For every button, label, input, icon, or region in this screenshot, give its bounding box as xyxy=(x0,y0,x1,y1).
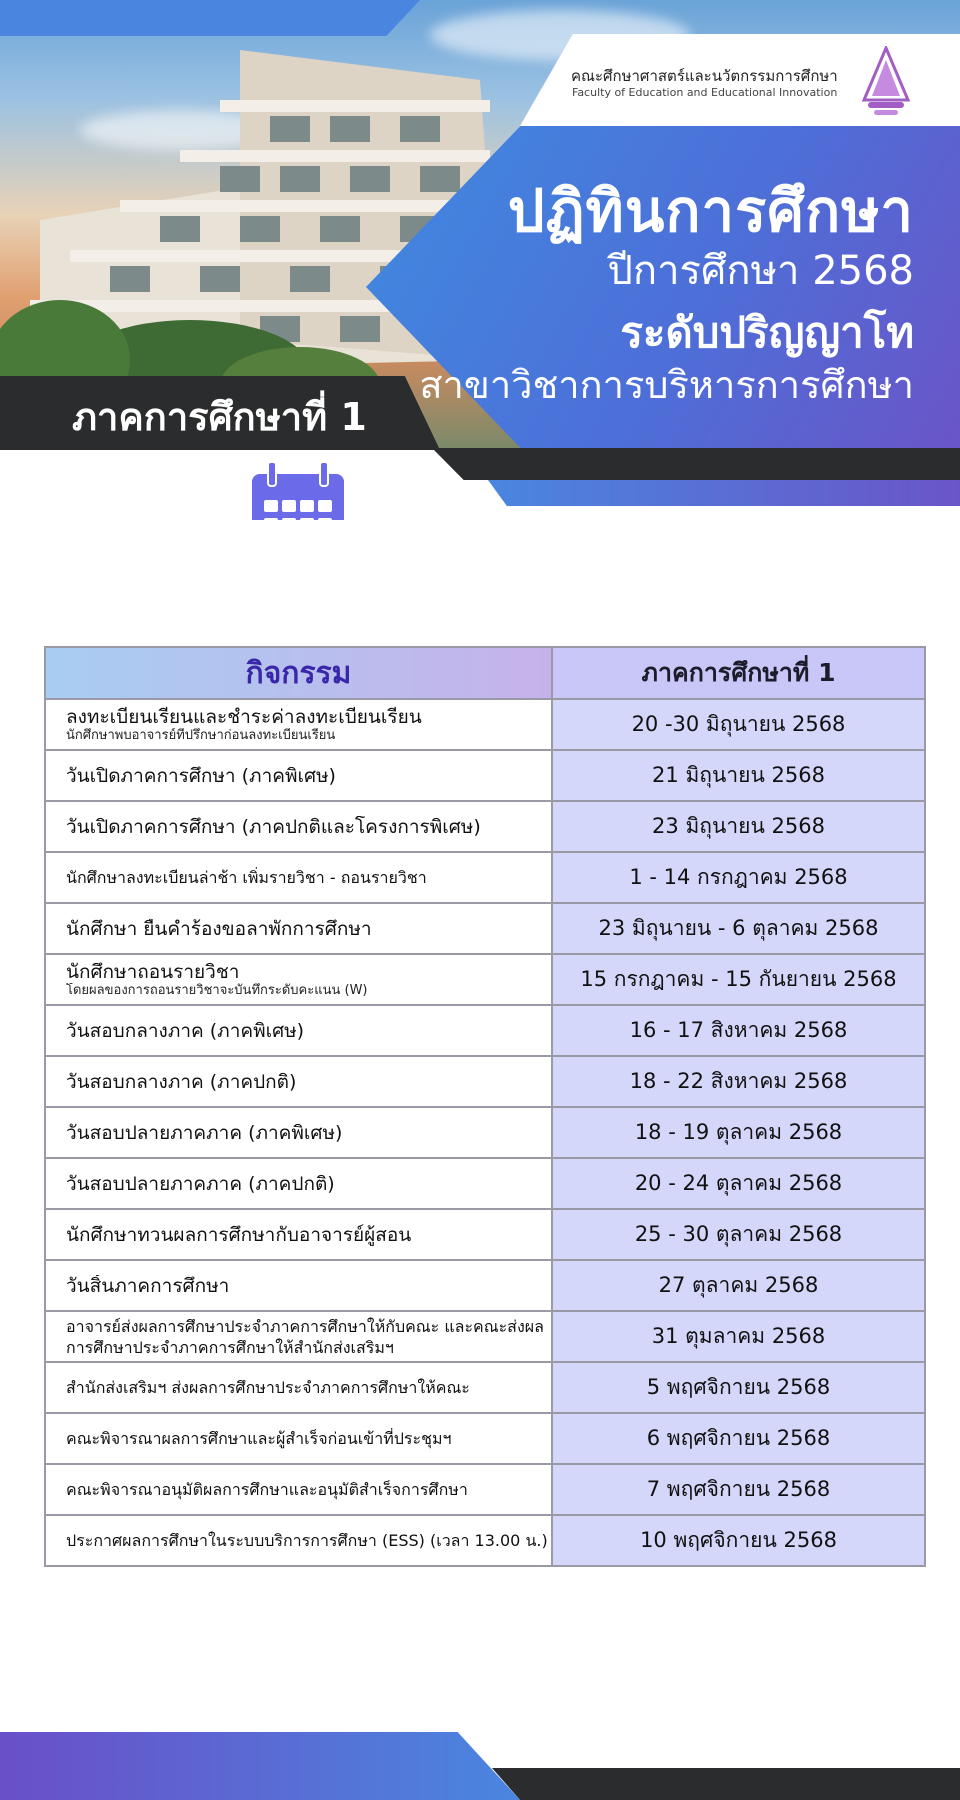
activity-cell xyxy=(45,852,552,903)
table-row xyxy=(45,1005,925,1056)
activity-text: คณะพิจารณาอนุมัติผลการศึกษาและอนุมัติสำเร็จการศึกษา xyxy=(66,1480,468,1499)
date-cell: 1 - 14 กรกฎาคม 2568 xyxy=(552,852,925,903)
activity-cell xyxy=(45,1107,552,1158)
activity-cell xyxy=(45,1464,552,1515)
activity-cell xyxy=(45,1515,552,1566)
faculty-logo-icon xyxy=(858,46,914,118)
date-cell: 27 ตุลาคม 2568 xyxy=(552,1260,925,1311)
table-row xyxy=(45,750,925,801)
table-row xyxy=(45,801,925,852)
table-row xyxy=(45,1362,925,1413)
table-row xyxy=(45,1158,925,1209)
activity-text: วันสอบกลางภาค (ภาคปกติ) xyxy=(66,1070,297,1093)
activity-text: อาจารย์ส่งผลการศึกษาประจำภาคการศึกษาให้กับคณะ และคณะส่งผล xyxy=(66,1316,544,1336)
activity-note: โดยผลของการถอนรายวิชาจะบันทึกระดับคะแนน (W) xyxy=(66,983,368,998)
major-name: สาขาวิชาการบริหารการศึกษา xyxy=(419,363,914,407)
activity-text: วันเปิดภาคการศึกษา (ภาคปกติและโครงการพิเศษ) xyxy=(66,815,481,838)
activity-text: วันสิ้นภาคการศึกษา xyxy=(66,1274,230,1297)
table-row xyxy=(45,1056,925,1107)
activity-text: ลงทะเบียนเรียนและชำระค่าลงทะเบียนเรียน xyxy=(66,706,422,728)
table-row xyxy=(45,1413,925,1464)
semester-column-header: ภาคการศึกษาที่ 1 xyxy=(552,647,925,699)
date-cell: 20 - 24 ตุลาคม 2568 xyxy=(552,1158,925,1209)
activity-cell xyxy=(45,699,552,750)
calendar-icon xyxy=(250,462,346,520)
activity-text: นักศึกษา ยื่นคำร้องขอลาพักการศึกษา xyxy=(66,917,372,940)
date-cell: 16 - 17 สิงหาคม 2568 xyxy=(552,1005,925,1056)
date-cell: 23 มิถุนายน 2568 xyxy=(552,801,925,852)
table-body xyxy=(45,699,925,1566)
activity-text: วันสอบกลางภาค (ภาคพิเศษ) xyxy=(66,1019,305,1042)
activity-note: นักศึกษาพบอาจารย์ที่ปรึกษาก่อนลงทะเบียนเรียน xyxy=(66,728,336,743)
table-row xyxy=(45,903,925,954)
table-row xyxy=(45,699,925,750)
date-cell: 23 มิถุนายน - 6 ตุลาคม 2568 xyxy=(552,903,925,954)
activity-cell xyxy=(45,801,552,852)
activity-cell xyxy=(45,1056,552,1107)
date-cell: 21 มิถุนายน 2568 xyxy=(552,750,925,801)
table-row xyxy=(45,1515,925,1566)
dark-band xyxy=(432,448,960,480)
table-row xyxy=(45,1209,925,1260)
faculty-name-en: Faculty of Education and Educational Innovation xyxy=(572,86,838,99)
date-cell: 20 -30 มิถุนายน 2568 xyxy=(552,699,925,750)
activity-cell xyxy=(45,750,552,801)
table-row xyxy=(45,1311,925,1362)
date-cell: 7 พฤศจิกายน 2568 xyxy=(552,1464,925,1515)
activity-cell xyxy=(45,954,552,1005)
activity-cell xyxy=(45,1260,552,1311)
activity-text: วันสอบปลายภาคภาค (ภาคพิเศษ) xyxy=(66,1121,343,1144)
activity-cell xyxy=(45,903,552,954)
activity-text: วันสอบปลายภาคภาค (ภาคปกติ) xyxy=(66,1172,335,1195)
activity-cell xyxy=(45,1158,552,1209)
footer-gradient-band xyxy=(0,1732,520,1800)
degree-level: ระดับปริญญาโท xyxy=(620,308,914,357)
date-cell: 18 - 22 สิงหาคม 2568 xyxy=(552,1056,925,1107)
date-cell: 5 พฤศจิกายน 2568 xyxy=(552,1362,925,1413)
activity-text: วันเปิดภาคการศึกษา (ภาคพิเศษ) xyxy=(66,764,336,787)
activity-cell xyxy=(45,1413,552,1464)
page-title: ปฏิทินการศึกษา xyxy=(507,177,914,245)
academic-calendar-table xyxy=(44,646,926,1567)
activity-text: คณะพิจารณาผลการศึกษาและผู้สำเร็จก่อนเข้าที่ประชุมฯ xyxy=(66,1429,452,1448)
date-cell: 10 พฤศจิกายน 2568 xyxy=(552,1515,925,1566)
table-header-row xyxy=(45,647,925,699)
footer-dark-band xyxy=(492,1768,960,1800)
activity-text: สำนักส่งเสริมฯ ส่งผลการศึกษาประจำภาคการศึกษาให้คณะ xyxy=(66,1378,470,1397)
table-row xyxy=(45,954,925,1005)
date-cell: 31 ตุมลาคม 2568 xyxy=(552,1311,925,1362)
date-cell: 6 พฤศจิกายน 2568 xyxy=(552,1413,925,1464)
faculty-name-th: คณะศึกษาศาสตร์และนวัตกรรมการศึกษา xyxy=(571,67,838,85)
blue-band xyxy=(488,480,960,506)
activity-cell xyxy=(45,1362,552,1413)
activity-cell xyxy=(45,1209,552,1260)
table-row xyxy=(45,852,925,903)
date-cell: 18 - 19 ตุลาคม 2568 xyxy=(552,1107,925,1158)
activity-cell xyxy=(45,1311,552,1362)
activity-column-header: กิจกรรม xyxy=(45,647,552,699)
top-accent-bar xyxy=(0,0,420,36)
table-row xyxy=(45,1260,925,1311)
header-banner xyxy=(0,0,960,520)
date-cell: 15 กรกฎาคม - 15 กันยายน 2568 xyxy=(552,954,925,1005)
activity-note: การศึกษาประจำภาคการศึกษาให้สำนักส่งเสริมฯ xyxy=(66,1337,394,1357)
table-row xyxy=(45,1464,925,1515)
activity-text: นักศึกษาถอนรายวิชา xyxy=(66,961,240,983)
academic-year: ปีการศึกษา 2568 xyxy=(607,248,914,294)
table-row xyxy=(45,1107,925,1158)
activity-cell xyxy=(45,1005,552,1056)
activity-text: นักศึกษาทวนผลการศึกษากับอาจารย์ผู้สอน xyxy=(66,1223,412,1246)
activity-text: ประกาศผลการศึกษาในระบบบริการการศึกษา (ESS) (เวลา 13.00 น.) xyxy=(66,1531,548,1550)
semester-label: ภาคการศึกษาที่ 1 xyxy=(72,395,367,439)
activity-text: นักศึกษาลงทะเบียนล่าช้า เพิ่มรายวิชา - ถอนรายวิชา xyxy=(66,868,427,887)
date-cell: 25 - 30 ตุลาคม 2568 xyxy=(552,1209,925,1260)
